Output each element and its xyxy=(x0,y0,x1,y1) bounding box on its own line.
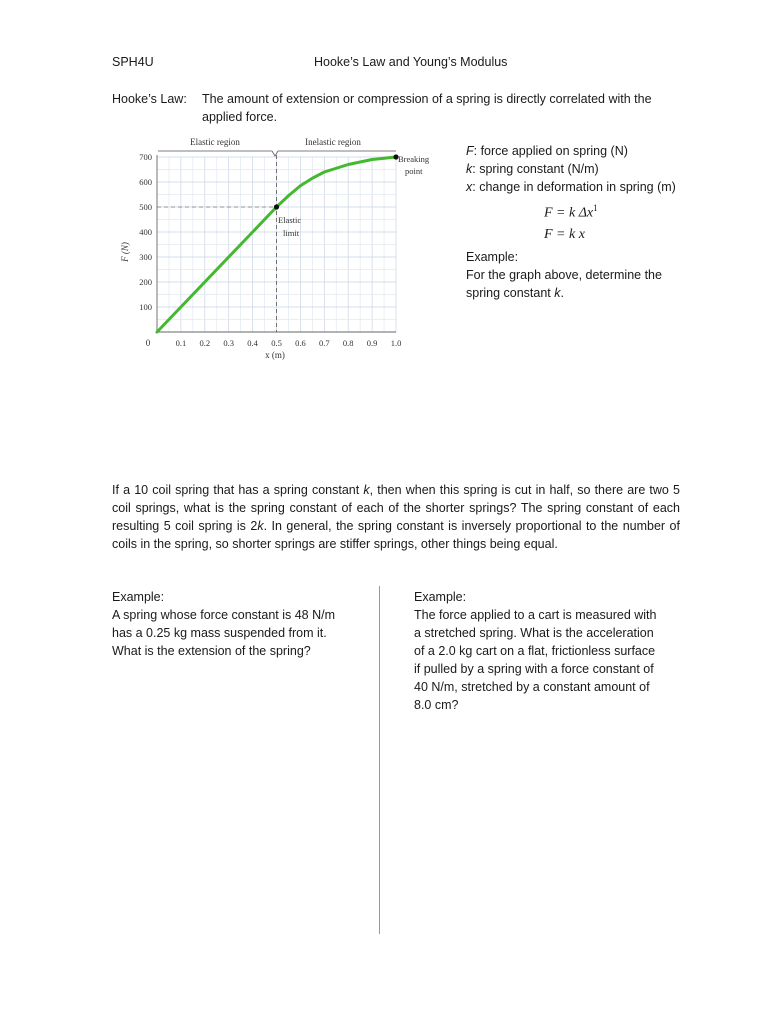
elastic-region-brace xyxy=(158,151,396,156)
example-right-line: a stretched spring. What is the acceleration xyxy=(414,626,654,640)
hookes-law-line-2: applied force. xyxy=(202,110,278,124)
breaking-point-label-1: Breaking xyxy=(398,154,430,164)
y-tick-label: 100 xyxy=(139,302,152,312)
x-tick-label: 0.2 xyxy=(199,338,211,348)
x-tick-label: 1.0 xyxy=(390,338,402,348)
equation-hooke-delta: F = k $\Delta x^1$ xyxy=(544,203,598,221)
definition-force: F: force applied on spring (N) xyxy=(466,144,628,158)
example-right-line: 8.0 cm? xyxy=(414,698,459,712)
equation-hooke: F = k x xyxy=(544,227,585,242)
example-left-heading: Example: xyxy=(112,590,165,604)
example-left xyxy=(112,588,372,660)
x-tick-label: 0.8 xyxy=(342,338,354,348)
y-tick-label: 400 xyxy=(139,227,152,237)
elastic-region-label: Elastic region xyxy=(190,137,240,147)
example-right-line: The force applied to a cart is measured with xyxy=(414,608,657,622)
y-tick-label: 700 xyxy=(139,152,152,162)
x-tick-label: 0.3 xyxy=(223,338,235,348)
hookes-law-line-1: The amount of extension or compression of a spring is directly correlated with the xyxy=(202,92,652,106)
elastic-limit-point xyxy=(274,204,279,209)
example-1-heading: Example: xyxy=(466,250,519,264)
example-right-line: if pulled by a spring with a force constant of xyxy=(414,662,654,676)
x-axis-label: x (m) xyxy=(265,350,285,360)
example-left-line: has a 0.25 kg mass suspended from it. xyxy=(112,626,327,640)
example-1-line-2: spring constant k. xyxy=(466,286,564,300)
x-tick-label: 0.4 xyxy=(247,338,258,348)
x-tick-label: 0.1 xyxy=(175,338,187,348)
example-left-line: What is the extension of the spring? xyxy=(112,644,311,658)
inelastic-region-label: Inelastic region xyxy=(305,137,361,147)
example-right-line: 40 N/m, stretched by a constant amount of xyxy=(414,680,650,694)
chart-tick-labels xyxy=(139,152,401,348)
column-divider xyxy=(379,586,380,934)
y-axis-label: F (N) xyxy=(120,242,130,262)
hookes-law-label: Hooke’s Law: xyxy=(112,92,187,106)
page-title: Hooke’s Law and Young’s Modulus xyxy=(314,55,508,69)
force-extension-chart xyxy=(108,130,438,370)
x-tick-label: 0.7 xyxy=(318,338,330,348)
y-tick-label: 600 xyxy=(139,177,152,187)
example-right xyxy=(414,588,684,714)
y-tick-label: 200 xyxy=(139,277,152,287)
x-tick-label: 0.9 xyxy=(366,338,378,348)
course-code: SPH4U xyxy=(112,55,154,69)
elastic-limit-label-2: limit xyxy=(283,228,300,238)
example-right-line: of a 2.0 kg cart on a flat, frictionless surface xyxy=(414,644,656,658)
example-1-line-1: For the graph above, determine the xyxy=(466,268,662,282)
definition-deformation: x: change in deformation in spring (m) xyxy=(466,180,676,194)
coil-spring-paragraph: If a 10 coil spring that has a spring constant k, then when this spring is cut in half, so there are two 5 coil springs, what is the spring constant of each of the shorter springs? The spring constant of each resulting 5 coil spring is 2k. In general, the spring constant is inversely proportional to the number of coils in the spring, so shorter springs are stiffer springs, other things being equal. xyxy=(112,483,680,551)
definition-spring-constant: k: spring constant (N/m) xyxy=(466,162,599,176)
elastic-limit-label-1: Elastic xyxy=(278,215,302,225)
x-tick-label: 0.5 xyxy=(271,338,282,348)
origin-tick-label: 0 xyxy=(145,338,151,348)
y-tick-label: 300 xyxy=(139,252,152,262)
example-left-line: A spring whose force constant is 48 N/m xyxy=(112,608,336,622)
breaking-point-label-2: point xyxy=(405,166,423,176)
x-tick-label: 0.6 xyxy=(295,338,306,348)
example-right-heading: Example: xyxy=(414,590,467,604)
y-tick-label: 500 xyxy=(139,202,152,212)
